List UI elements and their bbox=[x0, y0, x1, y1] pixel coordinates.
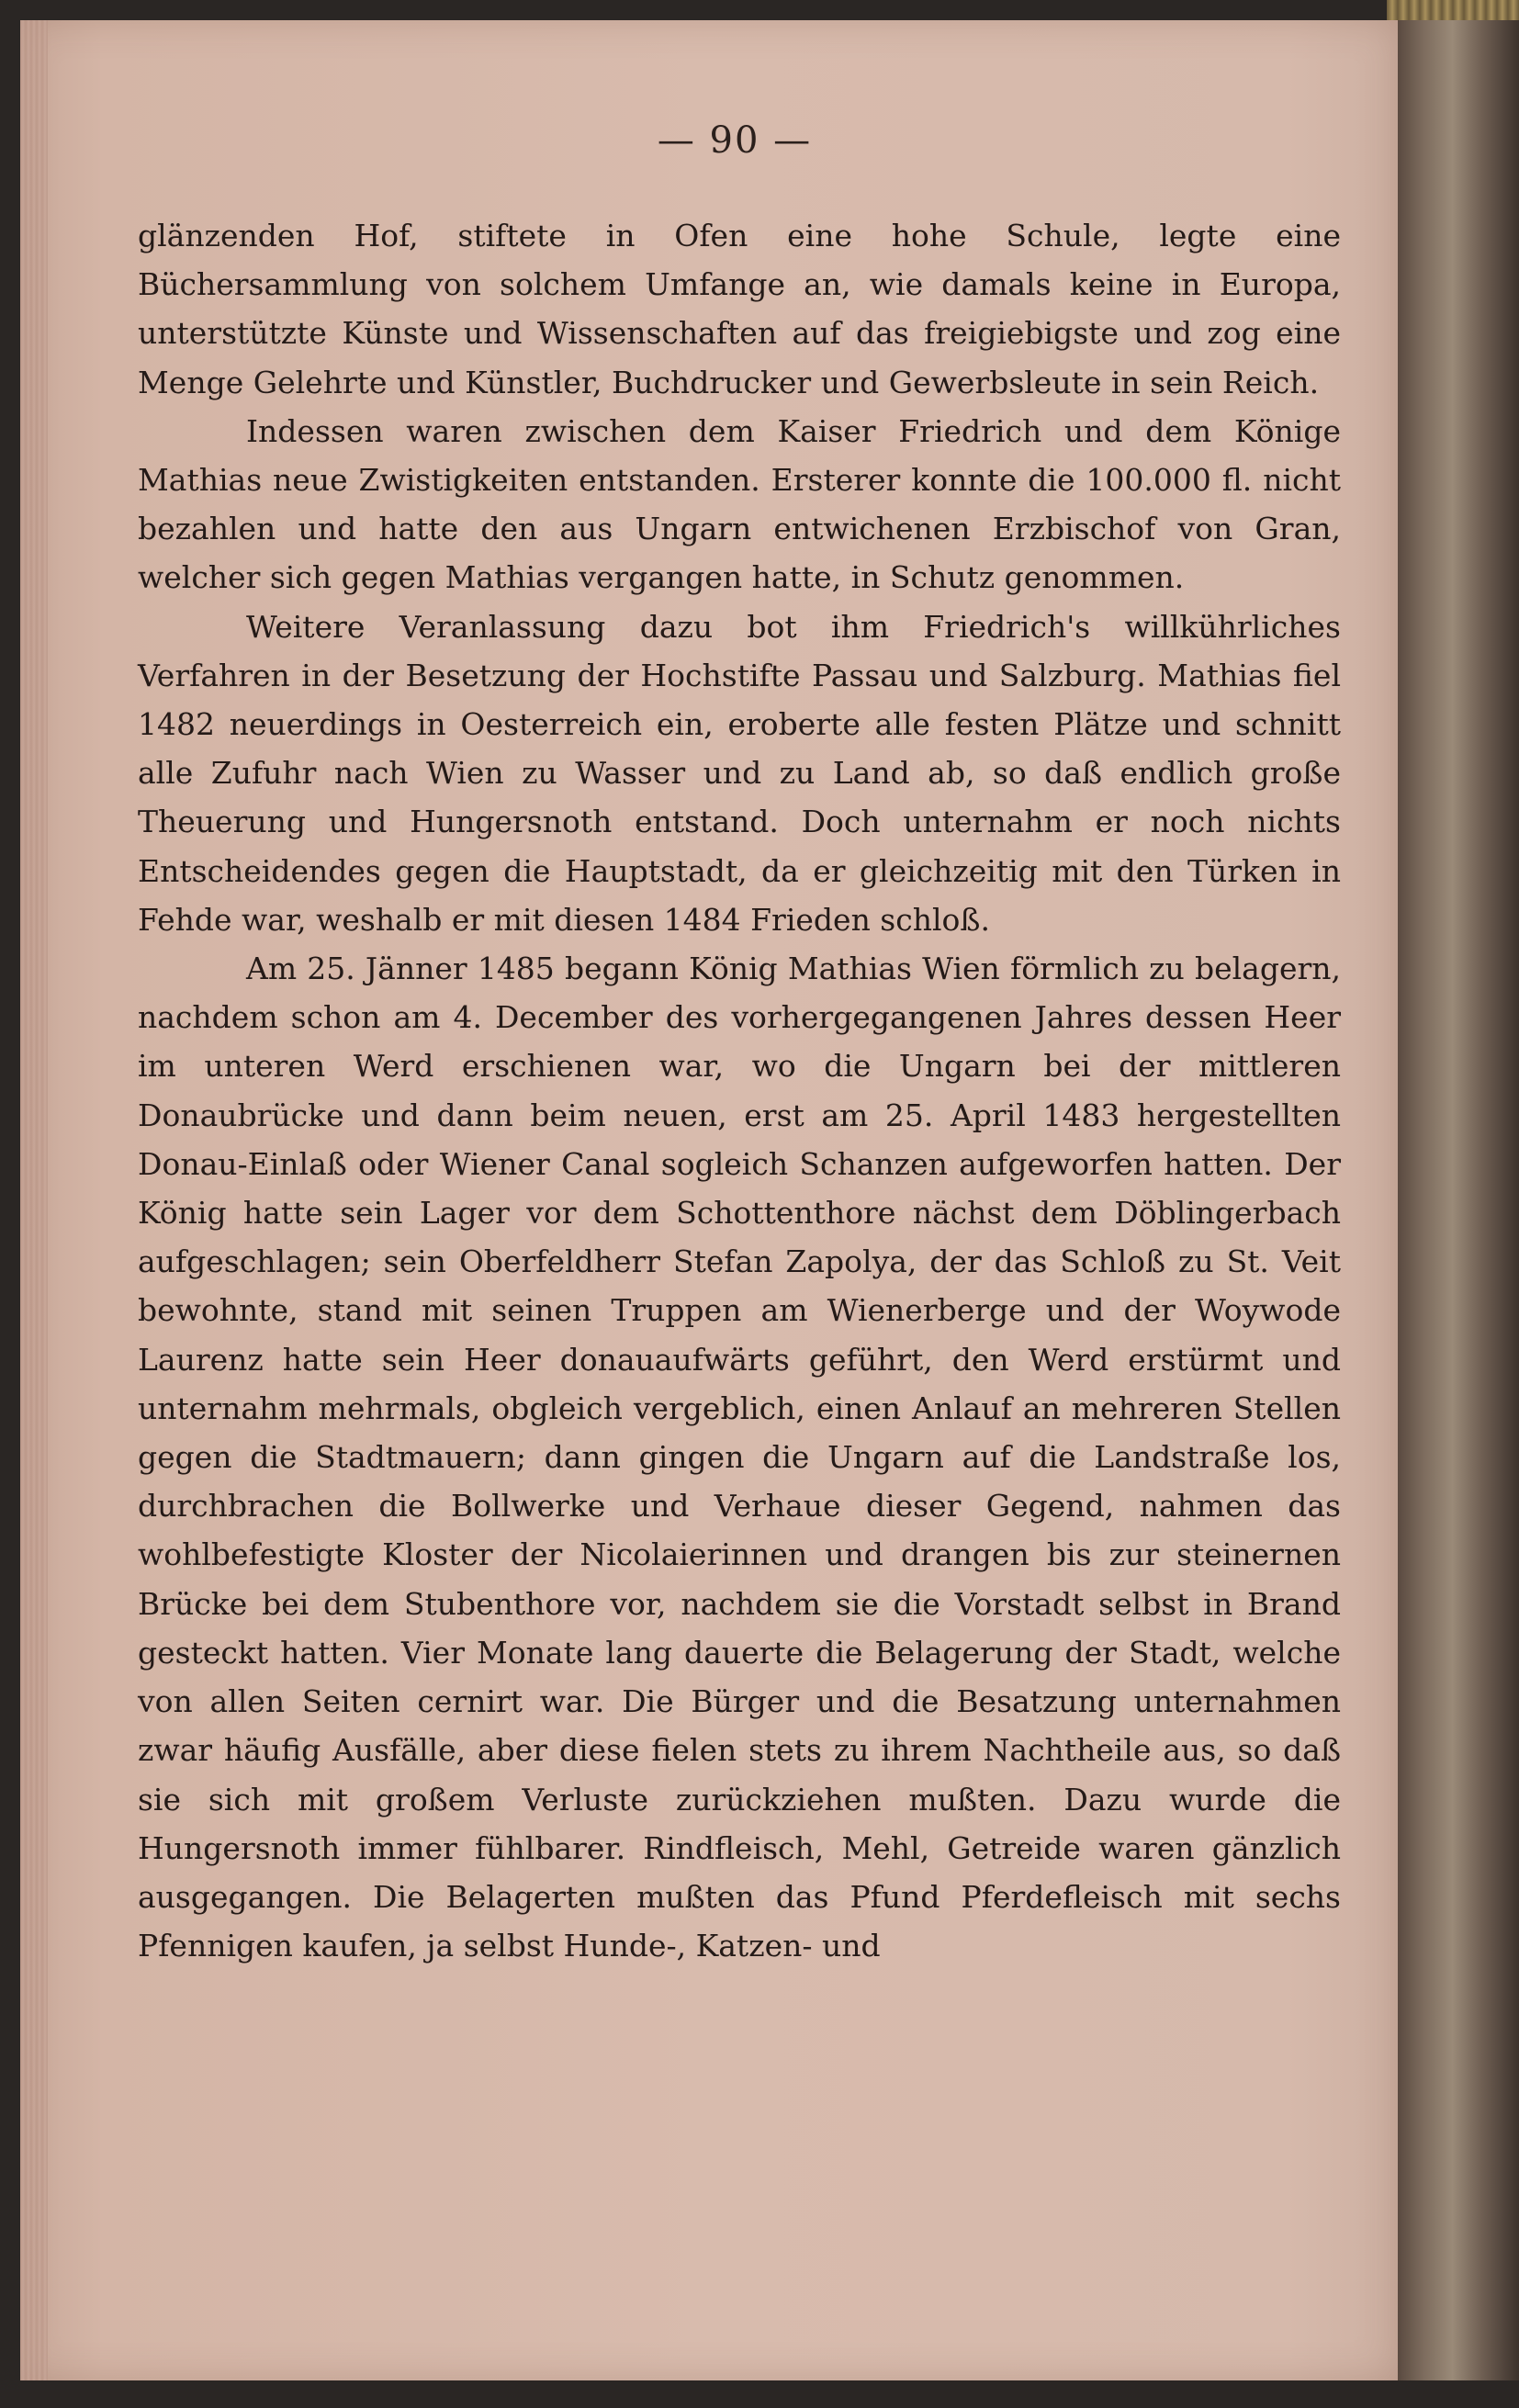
page-stack-edge bbox=[20, 20, 48, 2380]
paragraph-3: Weitere Veranlassung dazu bot ihm Friedrich's willkührliches Verfahren in der Besetzung der Hochstifte Passau und Salzburg. Mathias fiel 1482 neuerdings in Oesterreich ein, eroberte alle festen Plätze und schnitt alle Zufuhr nach Wien zu Wasser und zu Land ab, so daß endlich große Theuerung und Hungersnoth entstand. Doch unternahm er noch nichts Entscheidendes gegen die Hauptstadt, da er gleichzeitig mit den Türken in Fehde war, weshalb er mit diesen 1484 Frieden schloß. bbox=[138, 608, 1341, 938]
book-spine bbox=[1398, 20, 1519, 2380]
paragraph-4: Am 25. Jänner 1485 begann König Mathias Wien förmlich zu belagern, nachdem schon am 4. December des vorhergegangenen Jahres dessen Heer im unteren Werd erschienen war, wo die Ungarn bei der mittleren Donaubrücke und dann beim neuen, erst am 25. April 1483 hergestellten Donau-Einlaß oder Wiener Canal sogleich Schanzen aufgeworfen hatten. Der König hatte sein Lager vor dem Schottenthore nächst dem Döblingerbach aufgeschlagen; sein Oberfeldherr Stefan Zapolya, der das Schloß zu St. Veit bewohnte, stand mit seinen Truppen am Wienerberge und der Woywode Laurenz hatte sein Heer donauaufwärts geführt, den Werd erstürmt und unternahm mehrmals, obgleich vergeblich, einen Anlauf an mehreren Stellen gegen die Stadtmauern; dann gingen die Ungarn auf die Landstraße los, durchbrachen die Bollwerke und Verhaue dieser Gegend, nahmen das wohlbefestigte Kloster der Nicolaierinnen und drangen bis zur steinernen Brücke bei dem Stubenthore vor, nachdem sie die Vorstadt selbst in Brand gesteckt hatten. Vier Monate lang dauerte die Belagerung der Stadt, welche von allen Seiten cernirt war. Die Bürger und die Besatzung unternahmen zwar häufig Ausfälle, aber diese fielen stets zu ihrem Nachtheile aus, so daß sie sich mit großem Verluste zurückziehen mußten. Dazu wurde die Hungersnoth immer fühlbarer. Rindfleisch, Mehl, Getreide waren gänzlich ausgegangen. Die Belagerten mußten das Pfund Pferdefleisch mit sechs Pfennigen kaufen, ja selbst Hunde-, Katzen- und bbox=[138, 951, 1341, 1964]
paragraph-2: Indessen waren zwischen dem Kaiser Friedrich und dem Könige Mathias neue Zwistigkeiten entstanden. Ersterer konnte die 100.000 fl. nicht bezahlen und hatte den aus Ungarn entwichenen Erzbischof von Gran, welcher sich gegen Mathias vergangen hatte, in Schutz genommen. bbox=[138, 412, 1341, 596]
page-number: — 90 — bbox=[657, 119, 813, 162]
paragraph-1: glänzenden Hof, stiftete in Ofen eine hohe Schule, legte eine Büchersammlung von solchem Umfange an, wie damals keine in Europa, unterstützte Künste und Wissenschaften auf das freigiebigste und zog eine Menge Gelehrte und Künstler, Buchdrucker und Gewerbsleute in sein Reich. bbox=[138, 218, 1341, 400]
body-text bbox=[138, 211, 1341, 1970]
